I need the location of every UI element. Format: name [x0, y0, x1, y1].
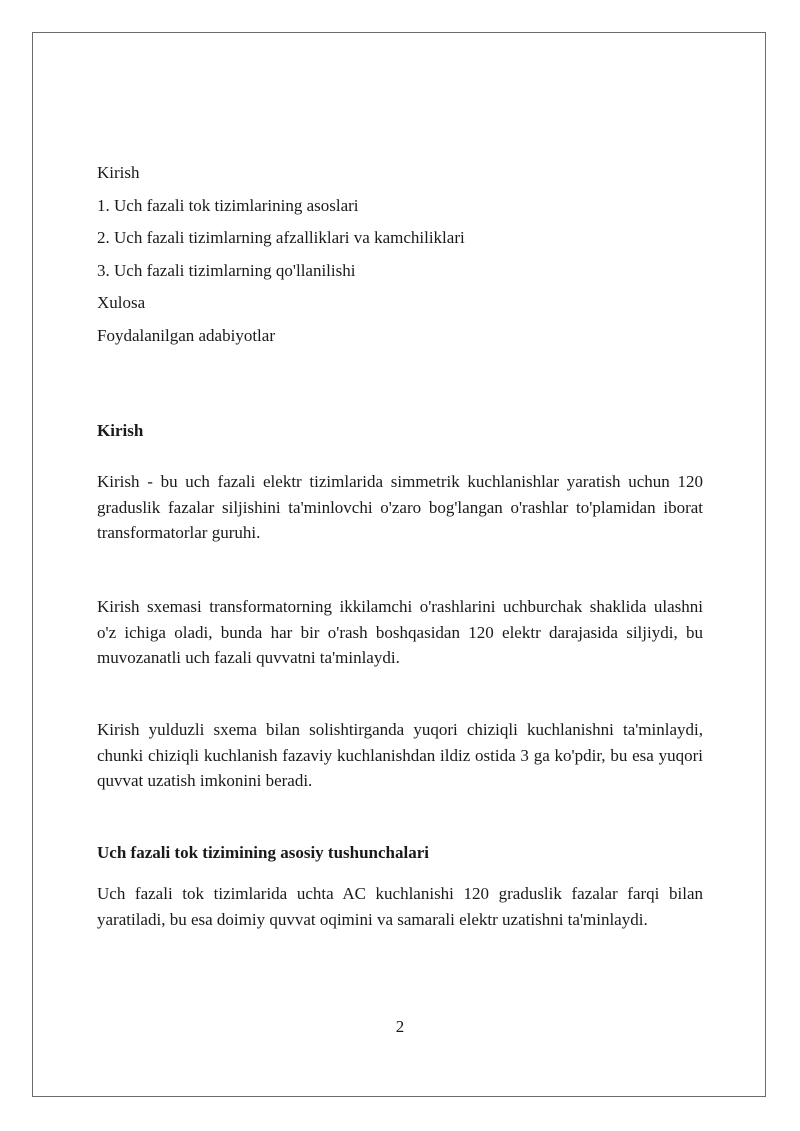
toc-item: 2. Uch fazali tizimlarning afzalliklari va kamchiliklari — [97, 228, 465, 247]
toc-item: 3. Uch fazali tizimlarning qo'llanilishi — [97, 260, 356, 280]
toc-item: Xulosa — [97, 293, 146, 312]
table-of-contents — [97, 160, 703, 355]
intro-paragraph-1: Kirish - bu uch fazali elektr tizimlarida simmetrik kuchlanishlar yaratish uchun 120 graduslik fazalar siljishini ta'minlovchi o'zaro bog'langan o'rashlar to'plamidan iborat transformatorlar guruhi. — [97, 472, 703, 542]
section-heading-intro: Kirish — [97, 421, 144, 440]
intro-paragraph-3: Kirish yulduzli sxema bilan solishtirganda yuqori chiziqli kuchlanishni ta'minlaydi, chunki chiziqli kuchlanish fazaviy kuchlanishdan ildiz ostida 3 ga ko'pdir, bu esa yuqori quvvat uzatish imkonini beradi. — [97, 720, 703, 790]
basics-paragraph-1: Uch fazali tok tizimlarida uchta AC kuchlanishi 120 graduslik fazalar farqi bilan yaratiladi, bu esa doimiy quvvat oqimini va samarali elektr uzatishni ta'minlaydi. — [97, 884, 703, 929]
toc-item: 1. Uch fazali tok tizimlarining asoslari — [97, 195, 359, 215]
page-number: 2 — [395, 1017, 405, 1036]
toc-item: Kirish — [97, 163, 140, 182]
toc-item: Foydalanilgan adabiyotlar — [97, 325, 275, 345]
section-heading-basics: Uch fazali tok tizimining asosiy tushunchalari — [97, 843, 430, 862]
intro-paragraph-2: Kirish sxemasi transformatorning ikkilamchi o'rashlarini uchburchak shaklida ulashni o'z ichiga oladi, bunda har bir o'rash boshqasidan 120 elektr darajasida siljiydi, bu muvozanatli uch fazali quvvatni ta'minlaydi. — [97, 597, 703, 667]
